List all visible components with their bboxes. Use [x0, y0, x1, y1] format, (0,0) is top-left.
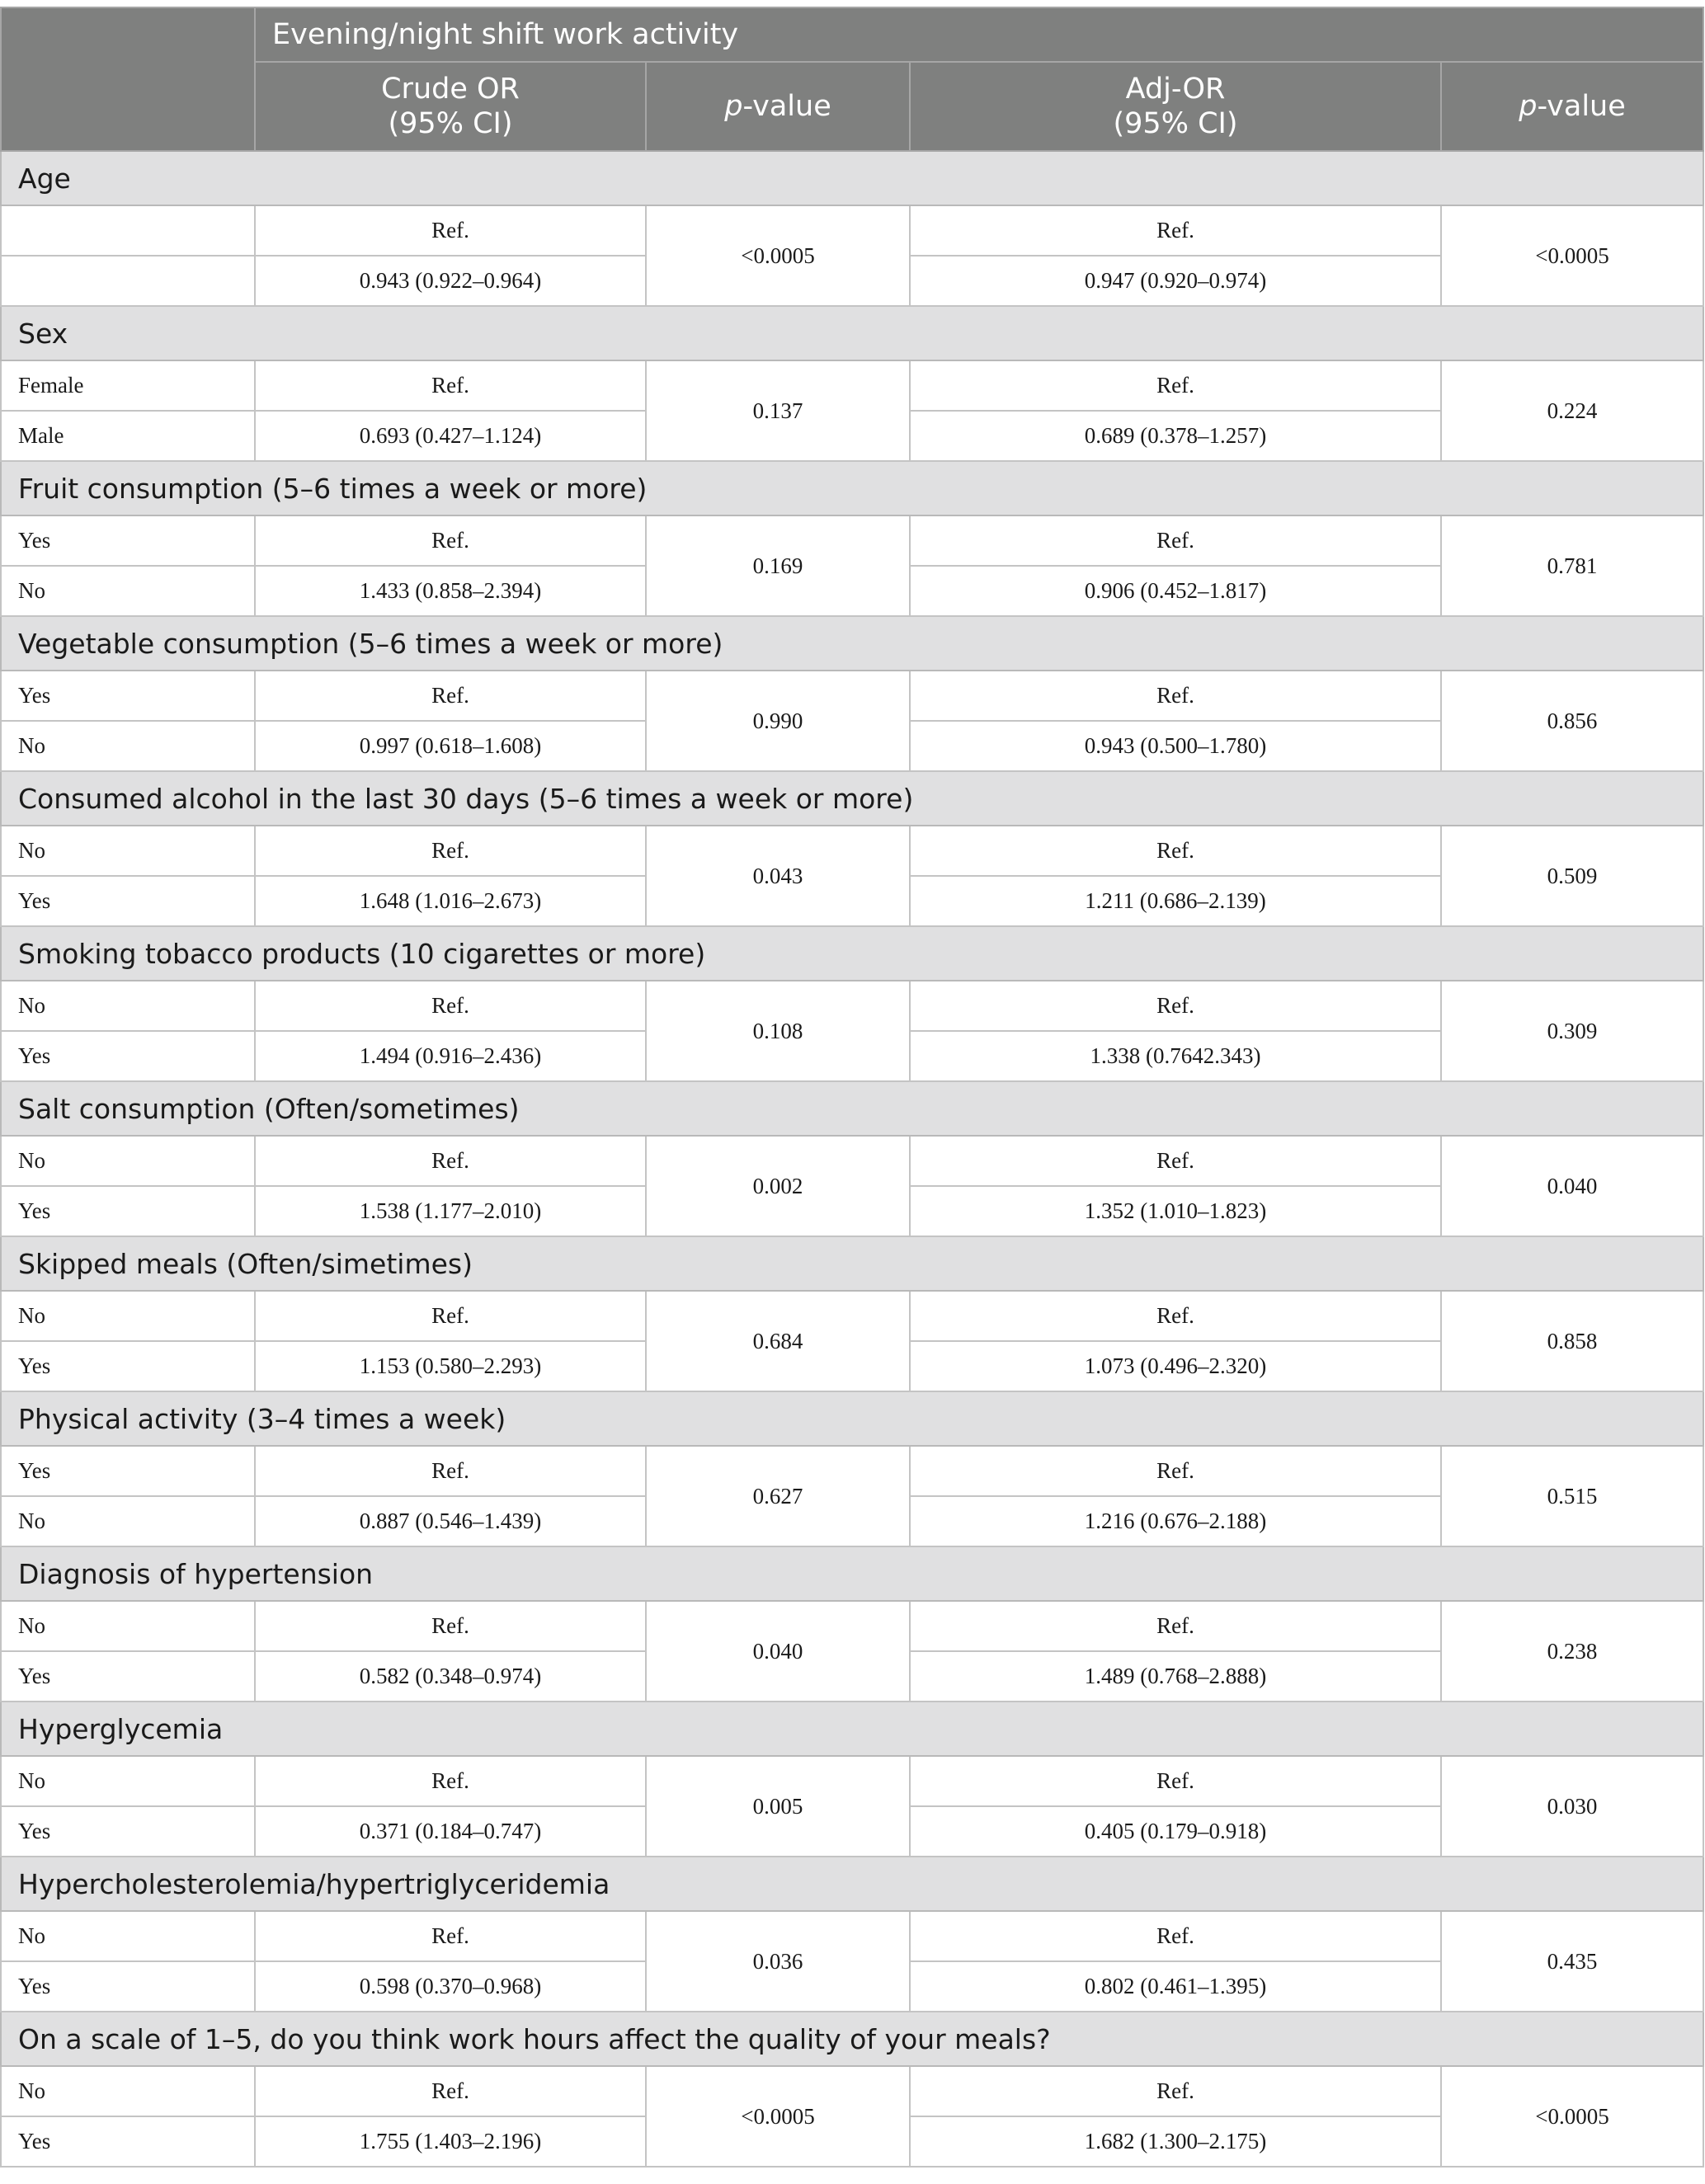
crude-or-cell: Ref.: [255, 1756, 646, 1806]
category-cell: Yes: [1, 515, 255, 566]
category-cell: No: [1, 1291, 255, 1341]
category-cell: Yes: [1, 671, 255, 721]
adj-or-cell: 1.682 (1.300–2.175): [910, 2116, 1441, 2167]
adj-p-value-cell: 0.515: [1441, 1446, 1703, 1546]
category-cell: No: [1, 1496, 255, 1546]
section-title: Vegetable consumption (5–6 times a week or more): [1, 616, 1703, 671]
category-cell: Female: [1, 360, 255, 411]
adj-p-value-header: [1441, 62, 1703, 151]
crude-or-cell: 1.755 (1.403–2.196): [255, 2116, 646, 2167]
crude-or-cell: Ref.: [255, 1291, 646, 1341]
crude-p-value-cell: 0.043: [646, 826, 910, 926]
category-cell: No: [1, 981, 255, 1031]
adj-p-value-cell: 0.309: [1441, 981, 1703, 1081]
crude-or-cell: 0.371 (0.184–0.747): [255, 1806, 646, 1857]
section-header-row: [1, 926, 1703, 981]
adj-p-value-cell: 0.238: [1441, 1601, 1703, 1702]
section-title: Hyperglycemia: [1, 1702, 1703, 1756]
adj-p-value-cell: 0.224: [1441, 360, 1703, 461]
crude-or-cell: 1.538 (1.177–2.010): [255, 1186, 646, 1236]
section-title: Skipped meals (Often/simetimes): [1, 1236, 1703, 1291]
category-cell: Yes: [1, 1806, 255, 1857]
crude-p-value-cell: 0.002: [646, 1136, 910, 1236]
adj-or-cell: 1.211 (0.686–2.139): [910, 876, 1441, 926]
section-header-row: [1, 1702, 1703, 1756]
adj-p-value-cell: <0.0005: [1441, 2066, 1703, 2167]
category-cell: Yes: [1, 1186, 255, 1236]
category-cell: No: [1, 1601, 255, 1651]
table-row: [1, 981, 1703, 1031]
crude-or-header-line1: Crude OR: [381, 73, 520, 106]
table-row: [1, 205, 1703, 256]
crude-or-cell: Ref.: [255, 2066, 646, 2116]
adj-or-header-line2: (95% CI): [1113, 107, 1238, 140]
crude-or-cell: Ref.: [255, 1136, 646, 1186]
adj-p-value-cell: 0.781: [1441, 515, 1703, 616]
category-cell: [1, 205, 255, 256]
adj-or-cell: Ref.: [910, 1756, 1441, 1806]
crude-p-value-cell: 0.036: [646, 1911, 910, 2012]
group-title: Evening/night shift work activity: [255, 7, 1703, 62]
category-cell: No: [1, 721, 255, 771]
section-title: Smoking tobacco products (10 cigarettes or more): [1, 926, 1703, 981]
adj-or-cell: 0.802 (0.461–1.395): [910, 1961, 1441, 2012]
crude-or-cell: Ref.: [255, 671, 646, 721]
crude-p-value-cell: 0.005: [646, 1756, 910, 1857]
adj-or-cell: Ref.: [910, 360, 1441, 411]
p-value-suffix: -value: [742, 90, 831, 123]
section-title: Diagnosis of hypertension: [1, 1546, 1703, 1601]
crude-or-cell: 0.943 (0.922–0.964): [255, 256, 646, 306]
adj-p-value-cell: <0.0005: [1441, 205, 1703, 306]
crude-or-cell: 0.997 (0.618–1.608): [255, 721, 646, 771]
table-row: [1, 1136, 1703, 1186]
adj-or-cell: 0.906 (0.452–1.817): [910, 566, 1441, 616]
section-header-row: [1, 1081, 1703, 1136]
adj-p-value-cell: 0.435: [1441, 1911, 1703, 2012]
crude-or-cell: 0.598 (0.370–0.968): [255, 1961, 646, 2012]
adj-or-cell: 1.352 (1.010–1.823): [910, 1186, 1441, 1236]
adj-or-cell: Ref.: [910, 1446, 1441, 1496]
adj-or-cell: 0.943 (0.500–1.780): [910, 721, 1441, 771]
odds-ratio-table: [0, 7, 1704, 2168]
adj-p-value-cell: 0.030: [1441, 1756, 1703, 1857]
adj-or-cell: Ref.: [910, 1291, 1441, 1341]
category-cell: Yes: [1, 876, 255, 926]
crude-p-value-cell: 0.169: [646, 515, 910, 616]
crude-p-value-cell: 0.040: [646, 1601, 910, 1702]
section-header-row: [1, 616, 1703, 671]
category-cell: No: [1, 1911, 255, 1961]
table-row: [1, 1756, 1703, 1806]
section-header-row: [1, 461, 1703, 515]
category-cell: [1, 256, 255, 306]
adj-p-value-cell: 0.040: [1441, 1136, 1703, 1236]
section-header-row: [1, 2012, 1703, 2066]
crude-or-cell: Ref.: [255, 360, 646, 411]
p-value-suffix: -value: [1537, 90, 1626, 123]
adj-p-value-cell: 0.509: [1441, 826, 1703, 926]
adj-or-cell: 0.947 (0.920–0.974): [910, 256, 1441, 306]
table-row: [1, 1291, 1703, 1341]
crude-or-cell: 0.887 (0.546–1.439): [255, 1496, 646, 1546]
crude-or-cell: 1.153 (0.580–2.293): [255, 1341, 646, 1391]
adj-or-cell: Ref.: [910, 1601, 1441, 1651]
section-header-row: [1, 1391, 1703, 1446]
category-cell: Male: [1, 411, 255, 461]
adj-or-cell: 1.073 (0.496–2.320): [910, 1341, 1441, 1391]
crude-p-value-cell: 0.627: [646, 1446, 910, 1546]
adj-or-cell: Ref.: [910, 205, 1441, 256]
crude-or-cell: 1.648 (1.016–2.673): [255, 876, 646, 926]
section-header-row: [1, 1546, 1703, 1601]
table-row: [1, 1911, 1703, 1961]
adj-or-cell: 1.489 (0.768–2.888): [910, 1651, 1441, 1702]
section-header-row: [1, 306, 1703, 360]
category-cell: Yes: [1, 2116, 255, 2167]
section-header-row: [1, 771, 1703, 826]
category-cell: No: [1, 1756, 255, 1806]
crude-p-value-header: [646, 62, 910, 151]
section-title: Age: [1, 151, 1703, 205]
crude-or-cell: Ref.: [255, 1911, 646, 1961]
category-cell: Yes: [1, 1031, 255, 1081]
crude-or-cell: Ref.: [255, 826, 646, 876]
category-cell: No: [1, 1136, 255, 1186]
adj-or-cell: Ref.: [910, 515, 1441, 566]
header-corner-cell: [1, 7, 255, 151]
crude-or-header-line2: (95% CI): [388, 107, 513, 140]
table-row: [1, 826, 1703, 876]
table-row: [1, 1446, 1703, 1496]
section-header-row: [1, 1857, 1703, 1911]
adj-p-value-cell: 0.858: [1441, 1291, 1703, 1391]
crude-or-cell: 1.494 (0.916–2.436): [255, 1031, 646, 1081]
crude-or-cell: 0.693 (0.427–1.124): [255, 411, 646, 461]
section-header-row: [1, 151, 1703, 205]
section-header-row: [1, 1236, 1703, 1291]
adj-or-cell: 0.405 (0.179–0.918): [910, 1806, 1441, 1857]
category-cell: Yes: [1, 1446, 255, 1496]
adj-or-cell: 0.689 (0.378–1.257): [910, 411, 1441, 461]
category-cell: No: [1, 2066, 255, 2116]
crude-or-cell: Ref.: [255, 1601, 646, 1651]
adj-or-cell: Ref.: [910, 671, 1441, 721]
crude-p-value-cell: 0.684: [646, 1291, 910, 1391]
adj-or-cell: Ref.: [910, 981, 1441, 1031]
section-title: Sex: [1, 306, 1703, 360]
table-row: [1, 515, 1703, 566]
table-row: [1, 2066, 1703, 2116]
category-cell: Yes: [1, 1341, 255, 1391]
crude-or-cell: Ref.: [255, 1446, 646, 1496]
section-title: Physical activity (3–4 times a week): [1, 1391, 1703, 1446]
table-row: [1, 360, 1703, 411]
p-italic: p: [724, 90, 743, 123]
adj-or-cell: Ref.: [910, 1911, 1441, 1961]
adj-or-header: [910, 62, 1441, 151]
crude-or-cell: Ref.: [255, 205, 646, 256]
crude-p-value-cell: 0.990: [646, 671, 910, 771]
adj-p-value-cell: 0.856: [1441, 671, 1703, 771]
table-row: [1, 1601, 1703, 1651]
crude-or-header: [255, 62, 646, 151]
section-title: Consumed alcohol in the last 30 days (5–6 times a week or more): [1, 771, 1703, 826]
section-title: Fruit consumption (5–6 times a week or more): [1, 461, 1703, 515]
category-cell: Yes: [1, 1961, 255, 2012]
category-cell: No: [1, 566, 255, 616]
section-title: On a scale of 1–5, do you think work hours affect the quality of your meals?: [1, 2012, 1703, 2066]
crude-or-cell: 0.582 (0.348–0.974): [255, 1651, 646, 1702]
crude-or-cell: Ref.: [255, 981, 646, 1031]
section-title: Hypercholesterolemia/hypertriglyceridemia: [1, 1857, 1703, 1911]
section-title: Salt consumption (Often/sometimes): [1, 1081, 1703, 1136]
adj-or-cell: 1.216 (0.676–2.188): [910, 1496, 1441, 1546]
table-body: [1, 151, 1703, 2167]
crude-or-cell: 1.433 (0.858–2.394): [255, 566, 646, 616]
crude-p-value-cell: <0.0005: [646, 2066, 910, 2167]
adj-or-cell: Ref.: [910, 2066, 1441, 2116]
adj-or-header-line1: Adj-OR: [1125, 73, 1226, 106]
table-header: [1, 7, 1703, 151]
crude-p-value-cell: 0.108: [646, 981, 910, 1081]
crude-p-value-cell: 0.137: [646, 360, 910, 461]
p-italic: p: [1519, 90, 1538, 123]
adj-or-cell: Ref.: [910, 1136, 1441, 1186]
adj-or-cell: 1.338 (0.7642.343): [910, 1031, 1441, 1081]
table-row: [1, 671, 1703, 721]
category-cell: Yes: [1, 1651, 255, 1702]
category-cell: No: [1, 826, 255, 876]
crude-p-value-cell: <0.0005: [646, 205, 910, 306]
adj-or-cell: Ref.: [910, 826, 1441, 876]
crude-or-cell: Ref.: [255, 515, 646, 566]
